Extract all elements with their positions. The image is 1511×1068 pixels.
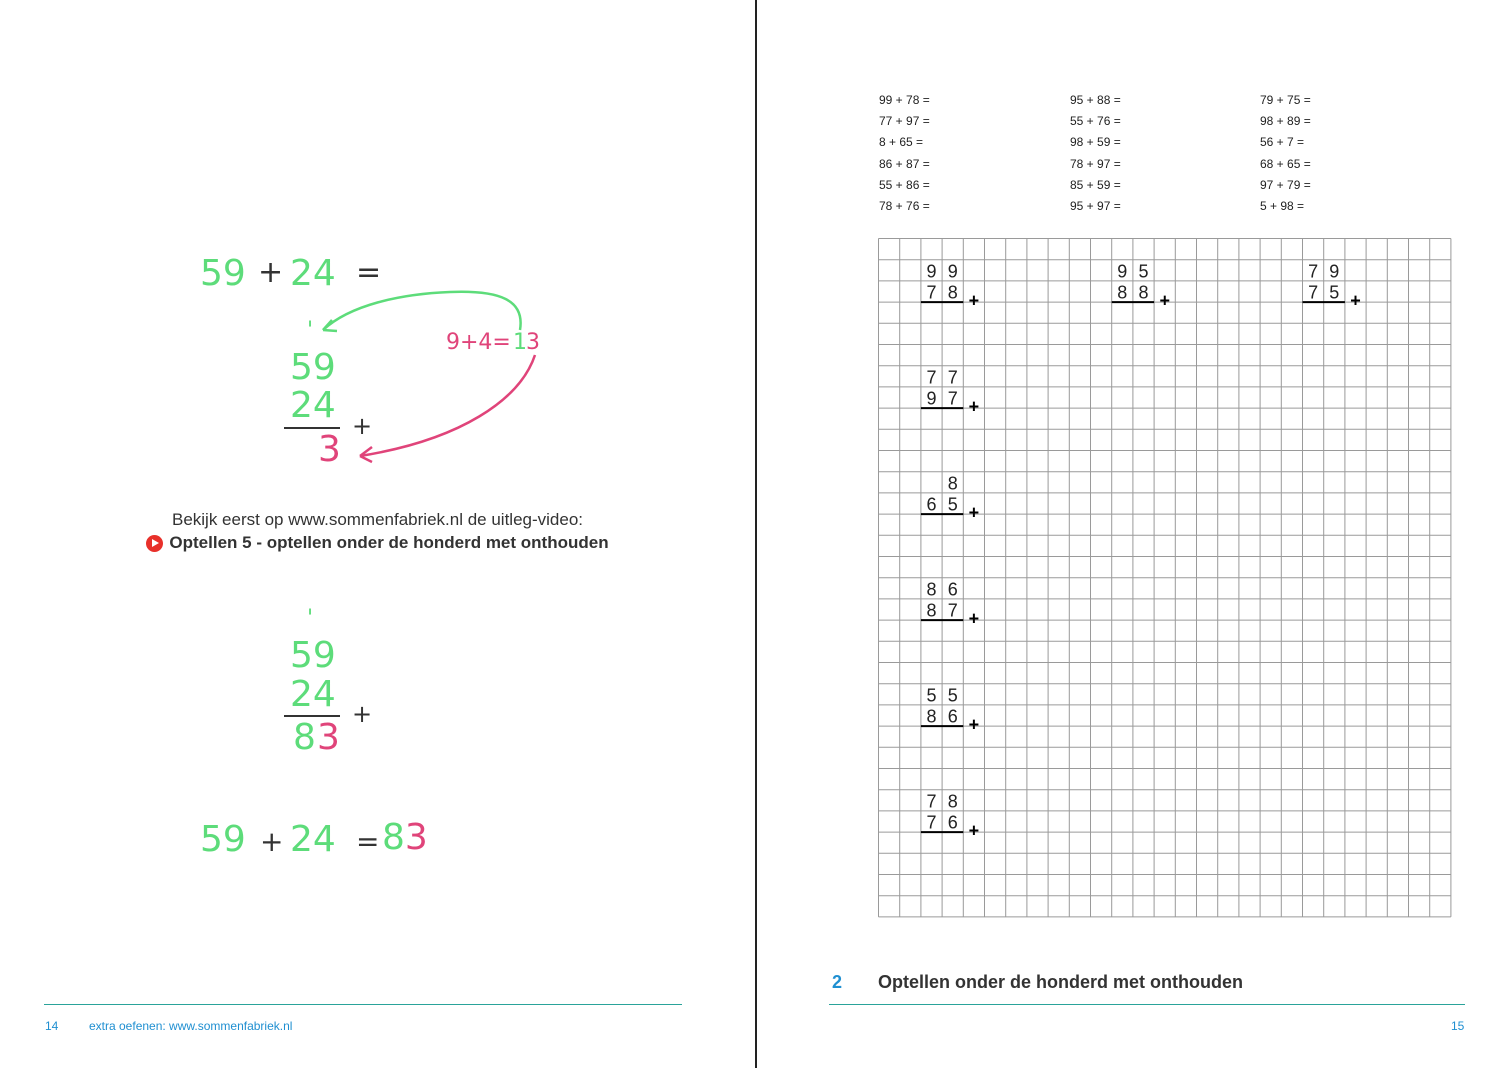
grid-digit: 8	[926, 706, 937, 727]
step2-result-units: 3	[317, 717, 340, 758]
exercise-item: 56 + 7 =	[1260, 135, 1305, 150]
exercise-item: 95 + 97 =	[1070, 198, 1121, 213]
grid-digit: 5	[1138, 261, 1149, 282]
exercise-item: 78 + 97 =	[1070, 156, 1121, 171]
grid-digit: 5	[926, 685, 937, 706]
final-plus: +	[260, 825, 284, 858]
grid-digit: 7	[947, 388, 958, 409]
exercise-item: 68 + 65 =	[1260, 156, 1311, 171]
carry-note-units: 3	[526, 330, 540, 355]
exercise-item: 97 + 79 =	[1260, 177, 1311, 192]
footer-rule-left	[44, 1004, 682, 1005]
step2-lines	[0, 0, 755, 760]
grid-digit: 8	[1138, 282, 1149, 303]
exercise-item: 79 + 75 =	[1260, 93, 1311, 107]
final-answer: 83	[382, 817, 428, 858]
exercise-item: 78 + 76 =	[879, 198, 930, 213]
grid-digit: 8	[1117, 282, 1128, 303]
exercise-item: 98 + 59 =	[1070, 135, 1121, 150]
final-addend-a: 59	[200, 819, 246, 860]
grid-digit: 8	[947, 473, 958, 494]
squared-paper-grid	[878, 238, 1453, 919]
exercise-item: 55 + 76 =	[1070, 114, 1121, 129]
right-page	[757, 0, 1511, 1068]
grid-digit: 6	[947, 579, 958, 600]
plus-sign: +	[968, 290, 980, 311]
grid-digit: 9	[947, 261, 958, 282]
grid-digit: 7	[947, 600, 958, 621]
page-number-left: 14	[45, 1019, 59, 1033]
grid-digit: 8	[947, 282, 958, 303]
exercise-item: 98 + 89 =	[1260, 114, 1311, 129]
final-equals: =	[356, 825, 380, 858]
step2-carry-mark: '	[307, 606, 314, 631]
plus-sign: +	[1159, 290, 1170, 311]
footer-link[interactable]: extra oefenen: www.sommenfabriek.nl	[89, 1019, 293, 1033]
step1-top-number: 59	[290, 347, 336, 388]
exercise-item: 95 + 88 =	[1070, 93, 1121, 107]
plus-sign: +	[1350, 290, 1361, 311]
grid-digit: 7	[1308, 261, 1319, 282]
grid-digit: 8	[947, 791, 958, 812]
video-title[interactable]: Optellen 5 - optellen onder de honderd met onthouden	[169, 533, 609, 552]
step2-result-tens: 8	[293, 717, 316, 758]
exercise-item: 86 + 87 =	[879, 156, 930, 171]
grid-digit: 9	[1117, 261, 1128, 282]
grid-digit: 6	[947, 706, 958, 727]
step2-bottom-number: 24	[290, 674, 336, 715]
exercise-column	[1070, 90, 1250, 217]
step2-top-number: 59	[290, 635, 336, 676]
carry-note-text: 9+4=	[446, 330, 511, 355]
exercise-item: 8 + 65 =	[879, 135, 924, 150]
exercise-column	[1260, 90, 1440, 217]
grid-digit: 9	[1329, 261, 1340, 282]
grid-digit: 7	[926, 791, 937, 812]
grid-digit: 5	[947, 685, 958, 706]
grid-digit: 6	[926, 494, 937, 515]
chapter-title: Optellen onder de honderd met onthouden	[878, 972, 1243, 992]
exercise-item: 55 + 86 =	[879, 177, 930, 192]
page-number-right: 15	[1451, 1019, 1465, 1033]
step1-result: 3	[318, 429, 341, 470]
footer-rule-right	[829, 1004, 1465, 1005]
grid-digit: 7	[926, 812, 937, 833]
plus-sign: +	[968, 396, 980, 417]
step1-bottom-number: 24	[290, 385, 336, 426]
final-addend-b: 24	[290, 819, 336, 860]
exercise-item: 99 + 78 =	[879, 93, 930, 107]
intro-line: Bekijk eerst op www.sommenfabriek.nl de uitleg-video:	[171, 510, 584, 529]
carry-note-tens: 1	[513, 330, 527, 355]
exercise-item: 85 + 59 =	[1070, 177, 1121, 192]
addend-a: 59	[200, 253, 246, 294]
grid-digit: 6	[947, 812, 958, 833]
plus-sign: +	[968, 820, 980, 841]
grid-digit: 7	[1308, 282, 1319, 303]
plus-sign: +	[968, 608, 980, 629]
left-page	[0, 0, 755, 1068]
grid-digit: 7	[947, 367, 958, 388]
exercise-item: 5 + 98 =	[1260, 198, 1305, 213]
plus-sign: +	[968, 502, 980, 523]
grid-digit: 5	[947, 494, 958, 515]
grid-digit: 8	[926, 579, 937, 600]
grid-digit: 7	[926, 282, 937, 303]
grid-digit: 9	[926, 261, 937, 282]
equals-sign: =	[356, 255, 382, 290]
grid-digit: 7	[926, 367, 937, 388]
exercise-item: 77 + 97 =	[879, 114, 930, 129]
plus-sign: +	[968, 714, 980, 735]
addend-b: 24	[290, 253, 336, 294]
chapter-number: 2	[832, 972, 843, 992]
grid-digit: 9	[926, 388, 937, 409]
carry-mark: '	[307, 318, 314, 343]
grid-digit: 8	[926, 600, 937, 621]
step2-plus: +	[352, 700, 373, 728]
exercise-column	[879, 90, 1059, 217]
plus-sign: +	[258, 255, 284, 290]
step1-plus: +	[352, 412, 373, 440]
grid-digit: 5	[1329, 282, 1340, 303]
